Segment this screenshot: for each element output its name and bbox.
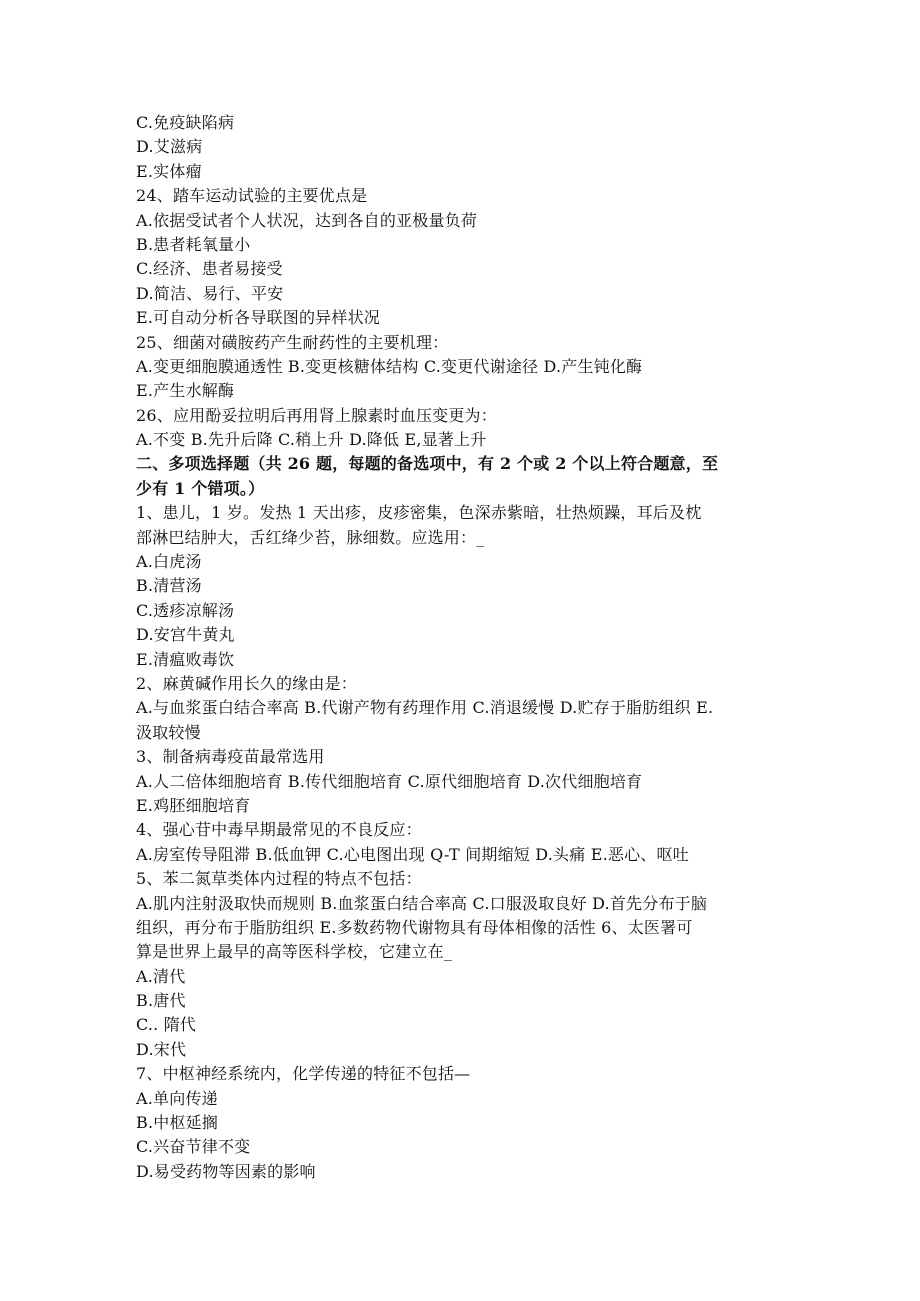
text-line: B.患者耗氧量小 [136, 234, 251, 254]
text-line: C.兴奋节律不变 [136, 1137, 251, 1157]
text-line: B.中枢延搁 [136, 1113, 219, 1133]
text-line: C.免疫缺陷病 [136, 113, 235, 132]
text-line: E.可自动分析各导联图的异样状况 [136, 308, 380, 328]
text-line: 组织，再分布于脂肪组织 E.多数药物代谢物具有母体相像的活性 6、太医署可 [136, 917, 693, 937]
text-line: A.白虎汤 [136, 552, 202, 572]
text-line: D.易受药物等因素的影响 [136, 1161, 316, 1181]
text-line: D.艾滋病 [136, 137, 203, 157]
question-5: 5、苯二氮草类体内过程的特点不包括： [136, 869, 422, 889]
text-line: A.肌内注射汲取快而规则 B.血浆蛋白结合率高 C.口服汲取良好 D.首先分布于脑 [136, 893, 708, 913]
question-3: 3、制备病毒疫苗最常选用 [136, 747, 325, 767]
section-heading: 二、多项选择题（共 26 题，每题的备选项中，有 2 个或 2 个以上符合题意，至 [136, 454, 719, 474]
question-24: 24、踏车运动试验的主要优点是 [136, 186, 368, 206]
text-line: A.人二倍体细胞培育 B.传代细胞培育 C.原代细胞培育 D.次代细胞培育 [136, 771, 643, 791]
text-line: C.经济、患者易接受 [136, 259, 283, 279]
text-line: A.与血浆蛋白结合率高 B.代谢产物有药理作用 C.消退缓慢 D.贮存于脂肪组织 E. [136, 698, 714, 718]
text-line: E.产生水解酶 [136, 381, 235, 401]
text-line: A.依据受试者个人状况，达到各自的亚极量负荷 [136, 210, 478, 230]
question-26: 26、应用酚妥拉明后再用肾上腺素时血压变更为： [136, 405, 497, 425]
question-4: 4、强心苷中毒早期最常见的不良反应： [136, 820, 422, 840]
text-line: E.实体瘤 [136, 161, 202, 181]
question-1: 1、患儿，1 岁。发热 1 天出疹，皮疹密集，色深赤紫暗，壮热烦躁，耳后及枕 [136, 503, 702, 523]
text-line: A.不变 B.先升后降 C.稍上升 D.降低 E,显著上升 [136, 430, 487, 450]
text-line: E.清瘟败毒饮 [136, 649, 235, 669]
question-25: 25、细菌对磺胺药产生耐药性的主要机理： [136, 332, 449, 352]
text-line: A.房室传导阻滞 B.低血钾 C.心电图出现 Q-T 间期缩短 D.头痛 E.恶心、呕吐 [136, 844, 689, 864]
text-line: A.清代 [136, 966, 186, 986]
text-line: 部淋巴结肿大，舌红绛少苔，脉细数。应选用：_ [136, 527, 485, 547]
text-line: D.安宫牛黄丸 [136, 625, 235, 645]
text-line: B.唐代 [136, 991, 186, 1011]
section-heading-cont: 少有 1 个错项。） [136, 478, 265, 498]
question-2: 2、麻黄碱作用长久的缘由是： [136, 673, 357, 693]
text-line: B.清营汤 [136, 576, 202, 596]
document-body [136, 111, 786, 1184]
text-line: A.单向传递 [136, 1088, 218, 1108]
text-line: C.. 隋代 [136, 1015, 197, 1035]
text-line: 算是世界上最早的高等医科学校，它建立在_ [136, 942, 453, 962]
text-line: 汲取较慢 [136, 722, 201, 742]
text-line: D.宋代 [136, 1039, 187, 1059]
text-line: A.变更细胞膜通透性 B.变更核糖体结构 C.变更代谢途径 D.产生钝化酶 [136, 356, 643, 376]
text-line: E.鸡胚细胞培育 [136, 795, 251, 815]
text-line: C.透疹凉解汤 [136, 600, 235, 620]
question-7: 7、中枢神经系统内，化学传递的特征不包括— [136, 1064, 471, 1084]
text-line: D.简洁、易行、平安 [136, 283, 284, 303]
